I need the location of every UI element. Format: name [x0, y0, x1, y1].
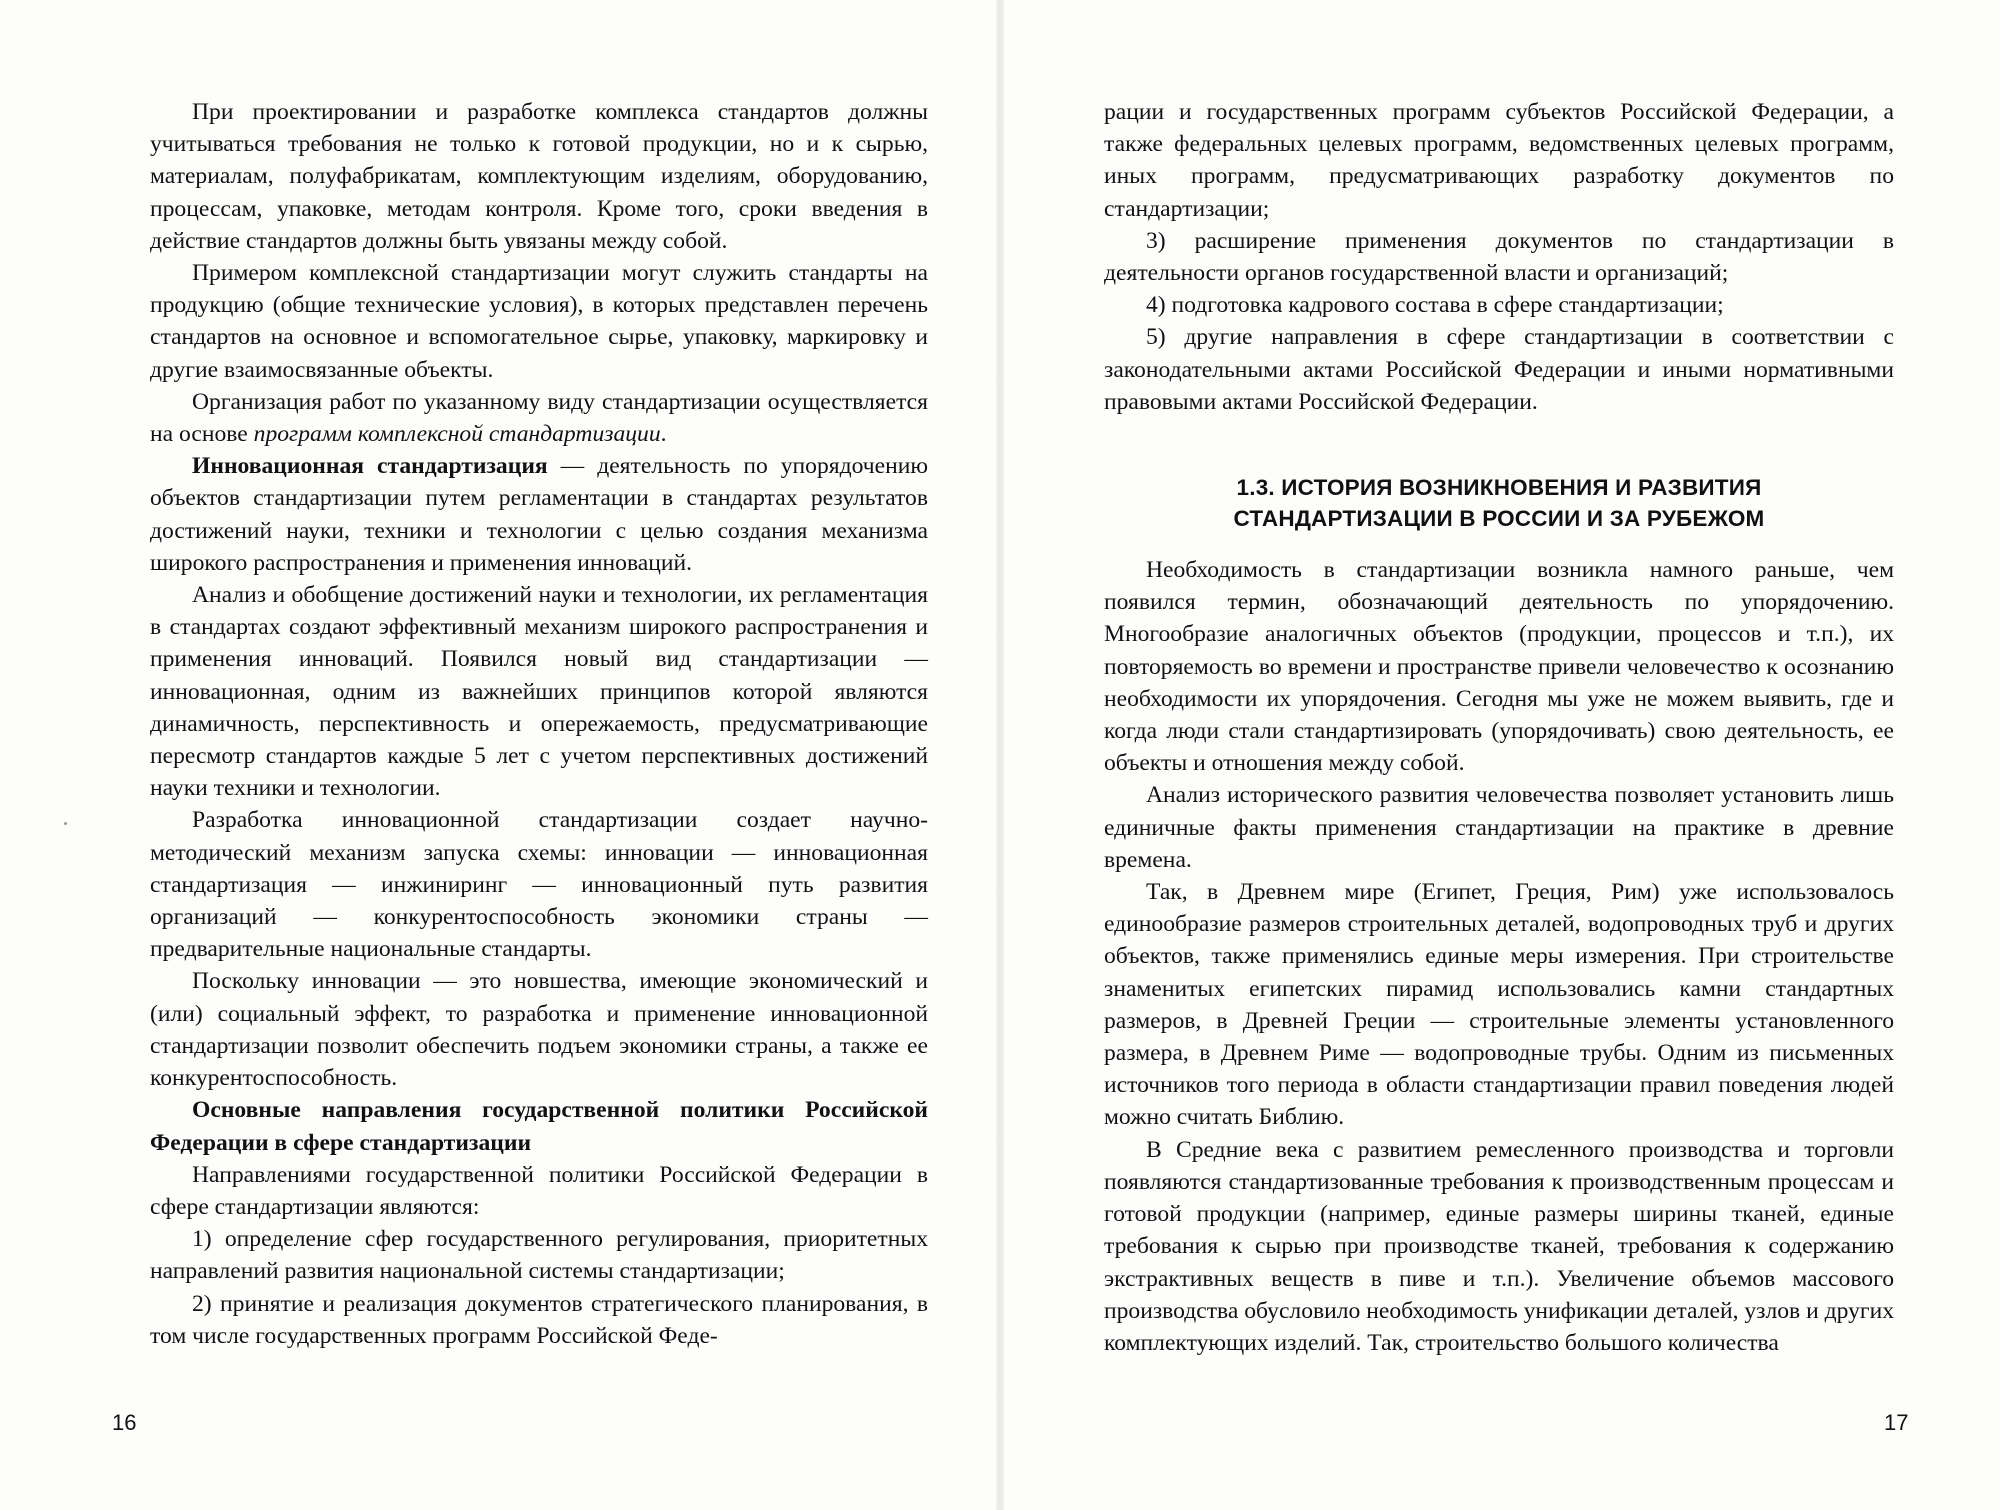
- list-item: 2) принятие и реализация документов стратегического планирования, в том числе государственных программ Российской Феде-: [150, 1290, 928, 1349]
- paragraph: Необходимость в стандартизации возникла намного раньше, чем появился термин, обозначающий деятельность по упорядочению. Многообразие аналогичных объектов (продукции, процессов и т.п.), их повторяемость во времени и пространстве привели человечество к осознанию необходимости их упорядочения. Сегодня мы уже не можем выявить, где и когда люди стали стандартизировать (упорядочивать) свою деятельность, ее объекты и отношения между собой.: [1104, 557, 1894, 777]
- paragraph: Примером комплексной стандартизации могут служить стандарты на продукцию (общие технические условия), в которых представлен перечень стандартов на основное и вспомогательное сырье, упаковку, маркировку и другие взаимосвязанные объекты.: [150, 260, 928, 383]
- section-heading-line: 1.3. ИСТОРИЯ ВОЗНИКНОВЕНИЯ И РАЗВИТИЯ: [1236, 475, 1762, 501]
- paragraph: рации и государственных программ субъектов Российской Федерации, а также федеральных целевых программ, ведомственных целевых программ, иных программ, предусматривающих разработку документов по стандартизации;: [1104, 99, 1894, 222]
- list-item: 4) подготовка кадрового состава в сфере стандартизации;: [1146, 292, 1724, 319]
- italic-term: программ комплексной стандартизации: [253, 421, 661, 448]
- right-page-text-column: [1104, 96, 1894, 1359]
- paragraph: Поскольку инновации — это новшества, имеющие экономический и (или) социальный эффект, то разработка и применение инновационной стандартизации позволит обеспечить подъем экономики страны, а также ее конкурентоспособность.: [150, 968, 928, 1092]
- margin-speck: [64, 822, 67, 825]
- list-item: 3) расширение применения документов по стандартизации в деятельности органов государственной власти и организаций;: [1104, 227, 1894, 287]
- paragraph: Разработка инновационной стандартизации создает научно-методический механизм запуска схемы: инновации — инновационная стандартизация — инжиниринг — инновационный путь развития организаций — конкурентоспособность экономики страны — предварительные национальные стандарты.: [150, 807, 928, 963]
- paragraph: Так, в Древнем мире (Египет, Греция, Рим) уже использовалось единообразие размеров строительных деталей, водопроводных труб и других объектов, также применялись единые меры измерения. При строительстве знаменитых египетских пирамид использовались камни стандартных размеров, в Древней Греции — строительные элементы установленного размера, в Древнем Риме — водопроводные трубы. Одним из письменных источников того периода в области стандартизации правил поведения людей можно считать Библию.: [1104, 879, 1894, 1131]
- left-page: [0, 0, 996, 1510]
- list-item: 1) определение сфер государственного регулирования, приоритетных направлений развития национальной системы стандартизации;: [150, 1226, 928, 1285]
- bold-term: Инновационная стандартизация: [192, 453, 548, 480]
- paragraph: [150, 386, 928, 450]
- subheading: Основные направления государственной политики Российской Федерации в сфере стандартизации: [150, 1097, 928, 1156]
- paragraph-text: Организация работ по указанному виду стандартизации осуществляется на основе: [150, 388, 928, 448]
- section-heading-line: СТАНДАРТИЗАЦИИ В РОССИИ И ЗА РУБЕЖОМ: [1233, 506, 1765, 532]
- left-page-text-column: [150, 96, 928, 1352]
- paragraph-text: .: [660, 421, 667, 448]
- section-heading: [1104, 472, 1894, 534]
- right-page: [1004, 0, 2000, 1510]
- paragraph: Направлениями государственной политики Российской Федерации в сфере стандартизации являются:: [150, 1161, 928, 1220]
- paragraph: Анализ и обобщение достижений науки и технологии, их регламентация в стандартах создают эффективный механизм широкого распространения и применения инноваций. Появился новый вид стандартизации — инновационная, одним из важнейших принципов которой являются динамичность, перспективность и опережаемость, предусматривающие пересмотр стандартов каждые 5 лет с учетом перспективных достижений науки техники и технологии.: [150, 582, 928, 802]
- paragraph: Анализ исторического развития человечества позволяет установить лишь единичные факты применения стандартизации на практике в древние времена.: [1104, 782, 1894, 873]
- paragraph: При проектировании и разработке комплекса стандартов должны учитываться требования не только к готовой продукции, но и к сырью, материалам, полуфабрикатам, комплектующим изделиям, оборудованию, процессам, упаковке, методам контроля. Кроме того, сроки введения в действие стандартов должны быть увязаны между собой.: [150, 99, 928, 254]
- paragraph: В Средние века с развитием ремесленного производства и торговли появляются стандартизованные требования к производственным процессам и готовой продукции (например, единые размеры ширины тканей, единые требования к сырью при производстве тканей, требования к содержанию экстрактивных веществ в пиве и т.п.). Увеличение объемов массового производства обусловило необходимость унификации деталей, узлов и других комплектующих изделий. Так, строительство большого количества: [1104, 1136, 1895, 1356]
- page-number: 17: [1884, 1410, 1909, 1435]
- book-gutter: [996, 0, 1004, 1510]
- page-number: 16: [112, 1410, 137, 1435]
- list-item: 5) другие направления в сфере стандартизации в соответствии с законодательными актами Российской Федерации и иными нормативными правовыми актами Российской Федерации.: [1104, 324, 1894, 415]
- paragraph-text: — деятельность по упорядочению объектов стандартизации путем регламентации в стандартах результатов достижений науки, техники и технологии с целью создания механизма широкого распространения и применения инноваций.: [150, 453, 928, 576]
- paragraph: [150, 450, 928, 579]
